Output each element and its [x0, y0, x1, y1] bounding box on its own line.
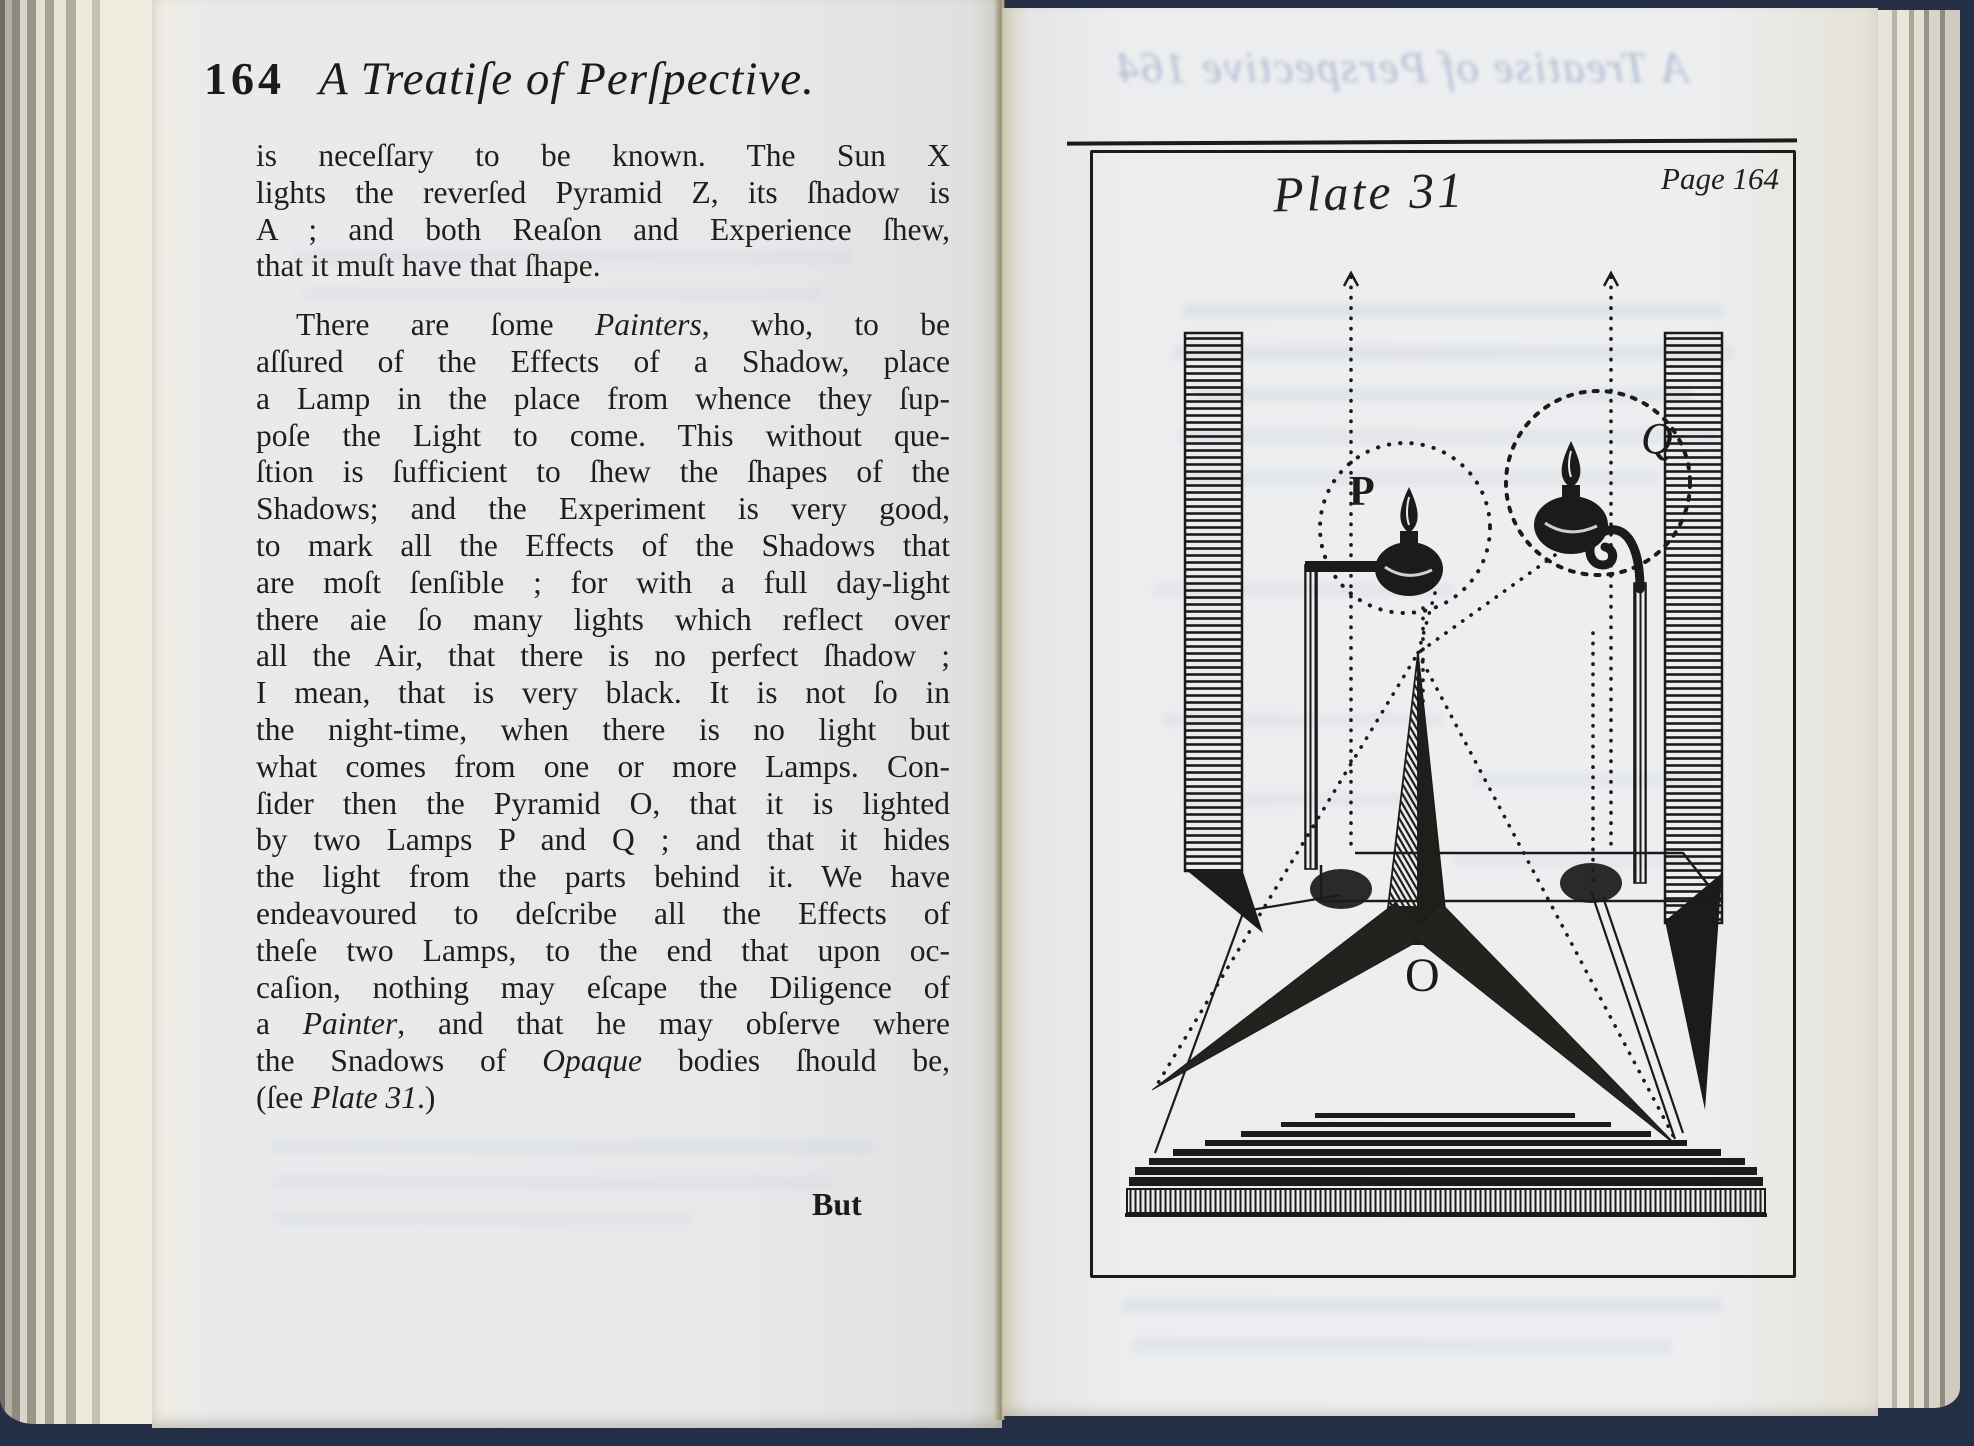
bleed-through-line	[272, 1212, 692, 1225]
bleed-through-line	[1132, 1338, 1672, 1353]
bleed-through-line	[272, 1140, 872, 1153]
paragraph	[256, 307, 950, 1117]
text-line: that it muſt have that ſhape.	[256, 248, 601, 284]
right-page	[1002, 8, 1878, 1416]
left-page	[152, 0, 1002, 1428]
text-line: caſion, nothing may eſcape the Diligence of	[256, 969, 950, 1005]
text-line: the night-time, when there is no light but	[256, 711, 950, 747]
running-head	[204, 52, 944, 106]
page-edges-right	[1878, 10, 1960, 1408]
plate-title: Plate 31	[1272, 161, 1466, 223]
text-line: theſe two Lamps, to the end that upon oc-	[256, 932, 950, 968]
plate-page-reference: Page 164	[1661, 161, 1779, 196]
text-line: ſtion is ſufficient to ſhew the ſhapes of the	[256, 454, 950, 490]
bleed-through-line	[1122, 1298, 1722, 1313]
text-line: the Snadows of Opaque bodies ſhould be,	[256, 1043, 950, 1079]
text-line: A ; and both Reaſon and Experience ſhew,	[256, 211, 950, 247]
bleed-through-line	[302, 288, 822, 301]
text-line: aſſured of the Effects of a Shadow, place	[256, 343, 950, 379]
text-line: to mark all the Effects of the Shadows that	[256, 527, 950, 563]
lamp-p	[1305, 443, 1490, 869]
page-number: 164	[204, 53, 285, 104]
text-line: Shadows; and the Experiment is very good,	[256, 491, 950, 527]
catchword: But	[812, 1186, 862, 1222]
label-p: P	[1349, 469, 1375, 515]
text-line: a Lamp in the place from whence they ſup-	[256, 380, 950, 416]
engraving-svg	[1093, 153, 1793, 1275]
label-o: O	[1405, 949, 1440, 1002]
pyramid-o	[1388, 653, 1445, 945]
base-square	[1310, 853, 1721, 909]
text-line: are moſt ſenſible ; for with a full day-light	[256, 564, 950, 600]
text-line: ſider then the Pyramid O, that it is lighted	[256, 785, 950, 821]
plate-31-figure	[1090, 150, 1796, 1278]
left-pillar	[1185, 333, 1263, 933]
text-line: by two Lamps P and Q ; and that it hides	[256, 822, 950, 858]
bleed-through-line	[272, 1176, 832, 1189]
bleed-through-line	[292, 250, 852, 264]
text-line: the light from the parts behind it. We have	[256, 859, 950, 895]
text-line: is neceſſary to be known. The Sun X	[256, 138, 950, 173]
running-title: A Treatiſe of Perſpective.	[319, 53, 815, 105]
text-line: endeavoured to deſcribe all the Effects of	[256, 895, 950, 931]
bleed-through-running-head: A Treatise of Perspective 164	[1115, 43, 1689, 92]
label-q: Q	[1641, 414, 1673, 463]
text-line: a Painter, and that he may obſerve where	[256, 1006, 950, 1042]
page-edges-left	[0, 0, 152, 1424]
text-line: I mean, that is very black. It is not ſo in	[256, 675, 950, 711]
right-pillar	[1665, 333, 1722, 1110]
lamp-q	[1506, 391, 1690, 883]
text-line: There are ſome Painters, who, to be	[296, 307, 950, 343]
text-line: (ſee Plate 31.)	[256, 1079, 436, 1115]
cast-shadows	[1152, 903, 1677, 1146]
text-line: all the Air, that there is no perfect ſhadow ;	[256, 638, 950, 674]
text-line: lights the reverſed Pyramid Z, its ſhadow is	[256, 174, 950, 210]
text-line: poſe the Light to come. This without que-	[256, 417, 950, 453]
text-line: there aie ſo many lights which reflect over	[256, 601, 950, 637]
text-line: what comes from one or more Lamps. Con-	[256, 748, 950, 784]
